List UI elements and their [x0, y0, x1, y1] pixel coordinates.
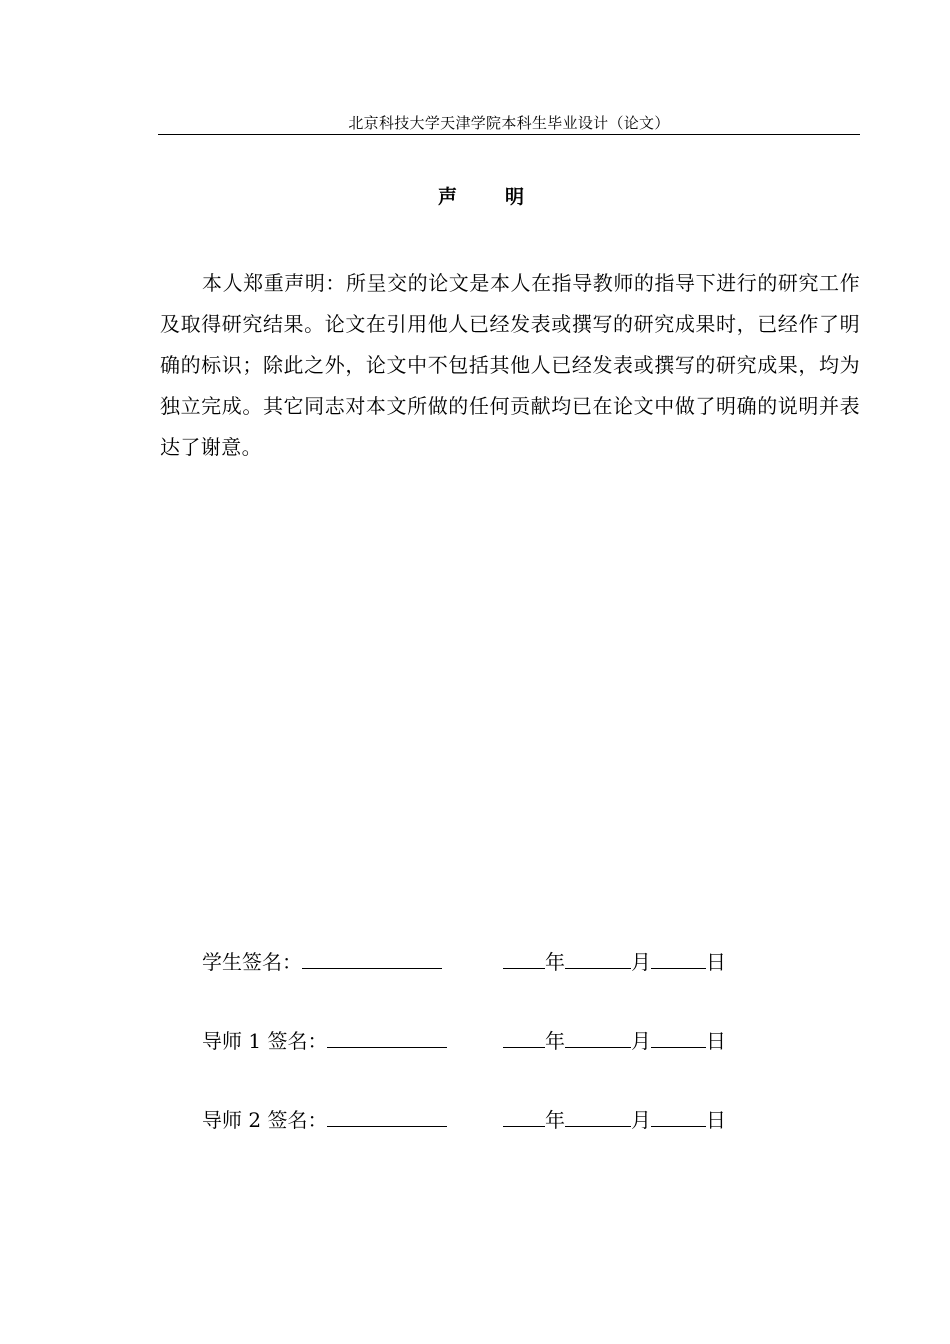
student-year-blank[interactable] [503, 946, 545, 969]
advisor1-month-label: 月 [631, 1029, 651, 1053]
student-year-label: 年 [545, 950, 565, 974]
advisor1-month-blank[interactable] [565, 1025, 631, 1048]
student-signature-label: 学生签名： [202, 950, 302, 974]
advisor2-day-label: 日 [706, 1108, 726, 1132]
advisor2-month-blank[interactable] [565, 1104, 631, 1127]
advisor2-day-blank[interactable] [651, 1104, 706, 1127]
header-text: 北京科技大学天津学院本科生毕业设计（论文） [348, 114, 670, 132]
advisor2-signature-row [202, 1104, 762, 1134]
student-day-blank[interactable] [651, 946, 706, 969]
advisor1-signature-blank[interactable] [327, 1025, 447, 1048]
advisor1-day-blank[interactable] [651, 1025, 706, 1048]
advisor1-year-blank[interactable] [503, 1025, 545, 1048]
advisor1-signature-row [202, 1025, 762, 1055]
advisor1-date [503, 1025, 726, 1056]
student-signature-row [202, 946, 762, 976]
page-header [158, 113, 860, 135]
student-date [503, 946, 726, 977]
advisor2-date [503, 1104, 726, 1135]
advisor2-year-label: 年 [545, 1108, 565, 1132]
advisor2-month-label: 月 [631, 1108, 651, 1132]
student-signature-blank[interactable] [302, 946, 442, 969]
student-day-label: 日 [706, 950, 726, 974]
advisor2-year-blank[interactable] [503, 1104, 545, 1127]
advisor1-signature-label: 导师 1 签名： [202, 1029, 328, 1053]
advisor2-signature-label: 导师 2 签名： [202, 1108, 328, 1132]
page-title: 声明 [437, 186, 572, 208]
advisor1-signature-label-group [202, 1025, 447, 1056]
advisor1-day-label: 日 [706, 1029, 726, 1053]
advisor2-signature-blank[interactable] [327, 1104, 447, 1127]
advisor2-signature-label-group [202, 1104, 447, 1135]
advisor1-year-label: 年 [545, 1029, 565, 1053]
student-month-blank[interactable] [565, 946, 631, 969]
student-month-label: 月 [631, 950, 651, 974]
student-signature-label-group [202, 946, 442, 977]
declaration-paragraph: 本人郑重声明：所呈交的论文是本人在指导教师的指导下进行的研究工作及取得研究结果。论文在引用他人已经发表或撰写的研究成果时，已经作了明确的标识；除此之外，论文中不包括其他人已经发表或撰写的研究成果，均为独立完成。其它同志对本文所做的任何贡献均已在论文中做了明确的说明并表达了谢意。 [160, 271, 860, 459]
